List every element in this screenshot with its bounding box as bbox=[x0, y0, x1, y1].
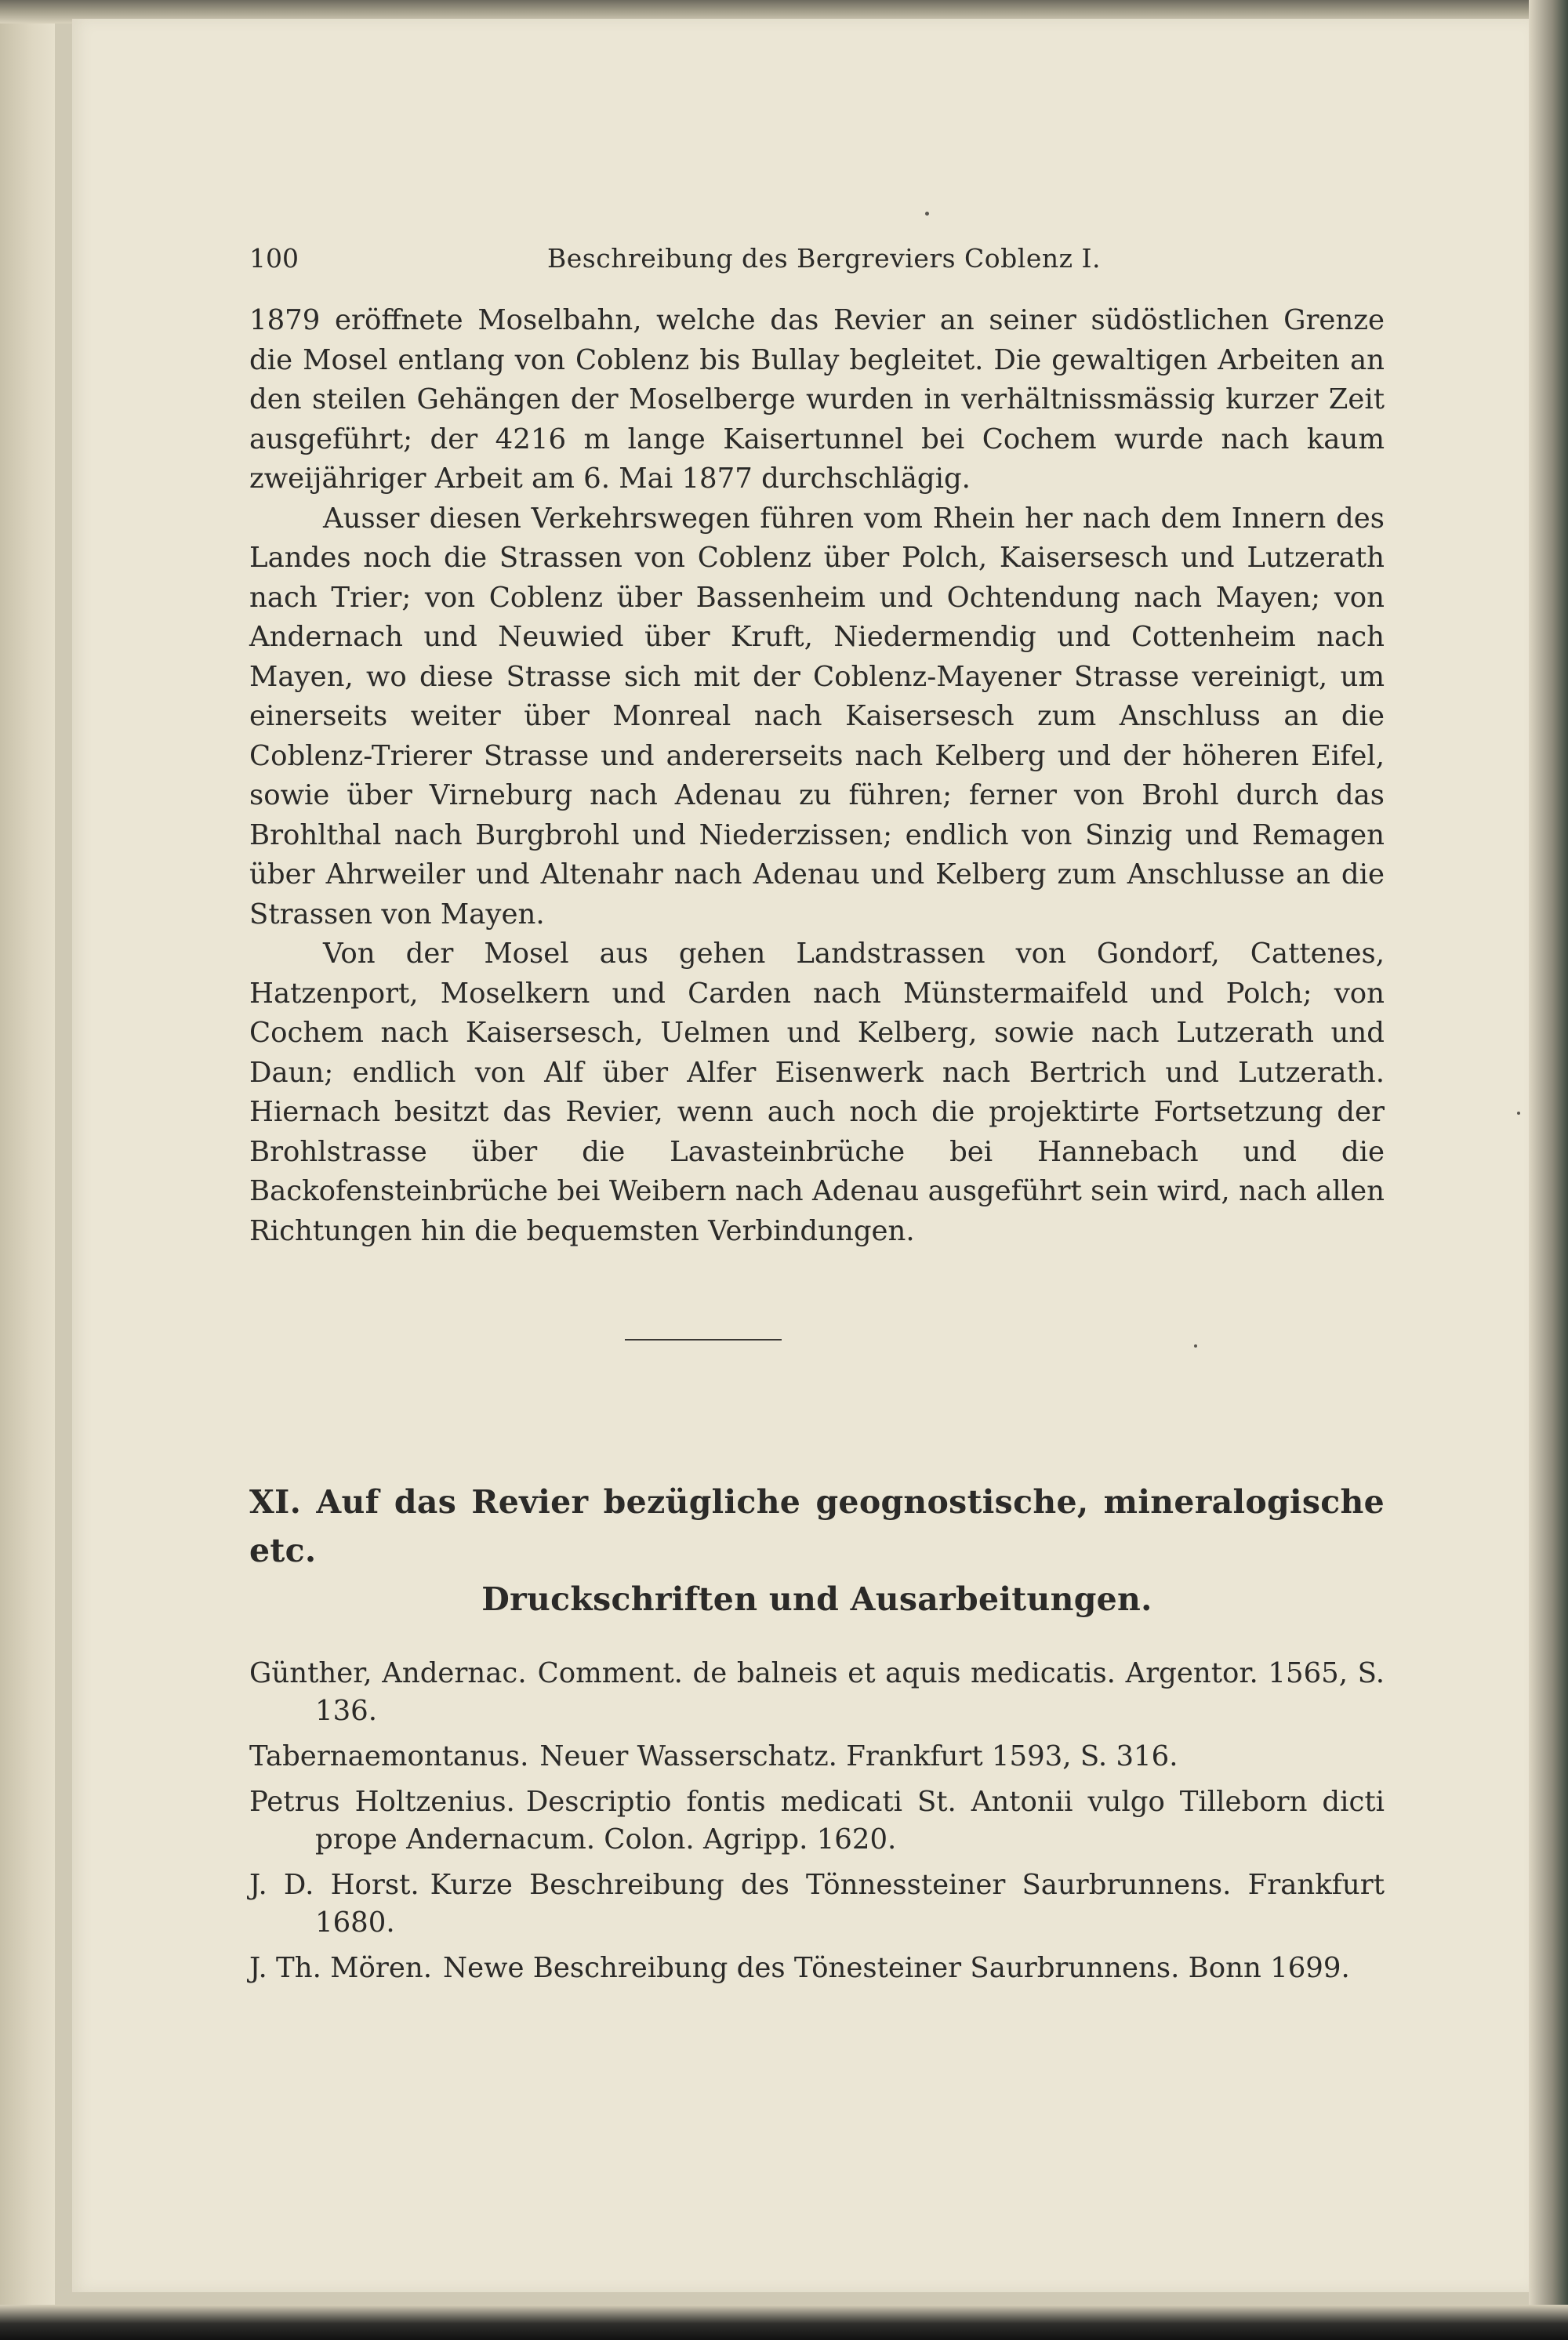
section-heading-line-2: Druckschriften und Ausarbeitungen. bbox=[481, 1580, 1152, 1618]
reference-text: Descriptio fontis medicati St. Antonii vulgo Tilleborn dicti prope Andernacum. Colon. Agripp. 1620. bbox=[315, 1786, 1385, 1856]
scan-right-edge bbox=[1529, 0, 1568, 2340]
reference-entry bbox=[249, 1783, 1385, 1859]
running-head-title: Beschreibung des Bergreviers Coblenz I. bbox=[547, 243, 1102, 274]
reference-author: J. Th. Mören. bbox=[249, 1952, 433, 1984]
reference-text: Newe Beschreibung des Tönesteiner Saurbrunnens. Bonn 1699. bbox=[443, 1952, 1350, 1984]
body-text bbox=[249, 301, 1385, 1251]
section-heading bbox=[249, 1478, 1385, 1623]
reference-text: Kurze Beschreibung des Tönnessteiner Saurbrunnens. Frankfurt 1680. bbox=[315, 1869, 1385, 1939]
section-separator-rule bbox=[625, 1339, 782, 1341]
page-number: 100 bbox=[249, 243, 299, 274]
section-heading-line-1: XI. Auf das Revier bezügliche geognostische, mineralogische etc. bbox=[249, 1483, 1385, 1569]
reference-text: Neuer Wasserschatz. Frankfurt 1593, S. 316. bbox=[539, 1740, 1178, 1772]
paper-speck bbox=[1517, 1112, 1520, 1115]
reference-author: J. D. Horst. bbox=[249, 1869, 419, 1901]
paragraph: Von der Mosel aus gehen Landstrassen von Gondorf, Cattenes, Hatzenport, Moselkern und Carden nach Münstermaifeld und Polch; von Cochem nach Kaisersesch, Uelmen und Kelberg, sowie nach Lutzerath und Daun; endlich von Alf über Alfer Eisenwerk nach Bertrich und Lutzerath. Hiernach besitzt das Revier, wenn auch noch die projektirte Fortsetzung der Brohlstrasse über die Lavasteinbrüche bei Hannebach und die Backofensteinbrüche bei Weibern nach Adenau ausgeführt sein wird, nach allen Richtungen hin die bequemsten Verbindungen. bbox=[249, 938, 1385, 1247]
page-content bbox=[249, 227, 1385, 1995]
running-head bbox=[249, 227, 1385, 290]
reference-author: Günther, Andernac. bbox=[249, 1657, 527, 1689]
reference-entry bbox=[249, 1867, 1385, 1942]
reference-author: Tabernaemontanus. bbox=[249, 1740, 529, 1772]
paragraph: Ausser diesen Verkehrswegen führen vom Rhein her nach dem Innern des Landes noch die Strassen von Coblenz über Polch, Kaisersesch und Lutzerath nach Trier; von Coblenz über Bassenheim und Ochtendung nach Mayen; von Andernach und Neuwied über Kruft, Niedermendig und Cottenheim nach Mayen, wo diese Strasse sich mit der Coblenz-Mayener Strasse vereinigt, um einerseits weiter über Monreal nach Kaisersesch zum Anschluss an die Coblenz-Trierer Strasse und andererseits nach Kelberg und der höheren Eifel, sowie über Virneburg nach Adenau zu führen; ferner von Brohl durch das Brohlthal nach Burgbrohl und Niederzissen; endlich von Sinzig und Remagen über Ahrweiler und Altenahr nach Adenau und Kelberg zum Anschlusse an die Strassen von Mayen. bbox=[249, 502, 1385, 931]
paragraph: 1879 eröffnete Moselbahn, welche das Revier an seiner südöstlichen Grenze die Mosel entlang von Coblenz bis Bullay begleitet. Die gewaltigen Arbeiten an den steilen Gehängen der Moselberge wurden in verhältnissmässig kurzer Zeit ausgeführt; der 4216 m lange Kaisertunnel bei Cochem wurde nach kaum zweijähriger Arbeit am 6. Mai 1877 durchschlägig. bbox=[249, 304, 1385, 495]
reference-entry bbox=[249, 1950, 1385, 1987]
scan-left-margin bbox=[0, 0, 55, 2340]
reference-entry bbox=[249, 1738, 1385, 1776]
reference-entry bbox=[249, 1655, 1385, 1730]
reference-list bbox=[249, 1655, 1385, 1987]
scan-bottom-edge bbox=[0, 2305, 1568, 2340]
reference-text: Comment. de balneis et aquis medicatis. Argentor. 1565, S. 136. bbox=[315, 1657, 1385, 1727]
paper-speck bbox=[925, 212, 929, 216]
reference-author: Petrus Holtzenius. bbox=[249, 1786, 515, 1818]
